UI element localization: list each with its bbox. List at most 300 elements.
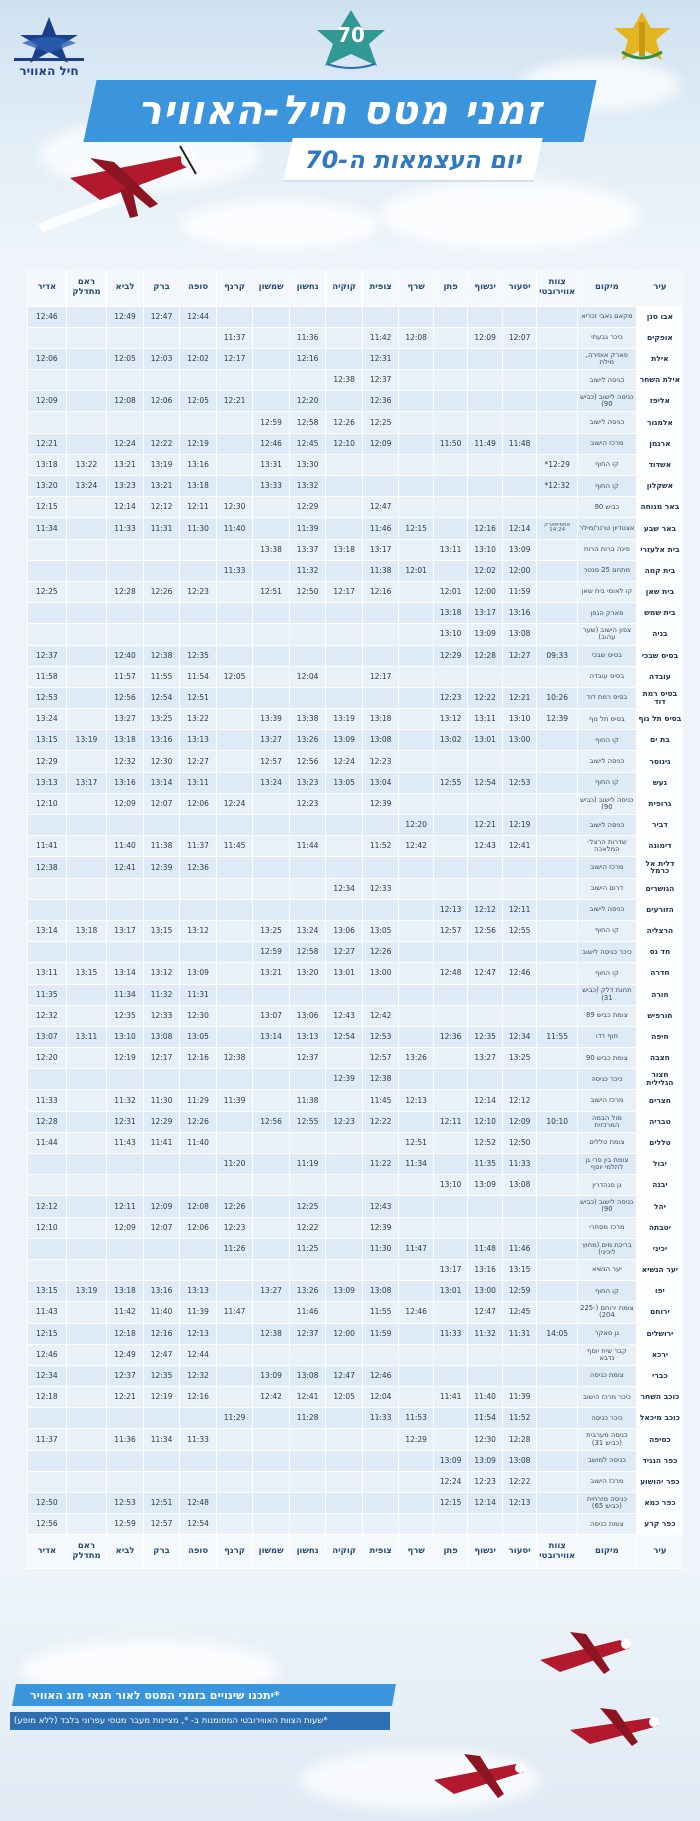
- time-cell: [66, 751, 107, 772]
- time-cell: 13:19: [66, 1281, 107, 1302]
- time-cell: 13:24: [66, 476, 107, 497]
- time-cell: 12:21: [216, 391, 253, 412]
- time-cell: 12:10: [28, 1217, 67, 1238]
- time-cell: 12:09: [362, 433, 399, 454]
- time-cell: [107, 603, 144, 624]
- time-cell: 13:20: [289, 963, 326, 984]
- time-cell: 13:05: [362, 920, 399, 941]
- time-cell: 12:28: [468, 645, 503, 666]
- time-cell: 12:41: [107, 857, 144, 878]
- time-cell: 12:04: [362, 1387, 399, 1408]
- time-cell: [216, 1429, 253, 1450]
- time-cell: 13:00: [362, 963, 399, 984]
- location-cell: כיכר כניסה: [577, 1069, 636, 1090]
- time-cell: 13:04: [362, 772, 399, 793]
- table-row: [28, 1048, 684, 1069]
- time-cell: 12:21: [502, 687, 537, 708]
- location-cell: צומת כניסה: [577, 1514, 636, 1535]
- city-cell: בניה: [636, 624, 683, 645]
- time-cell: [468, 412, 503, 433]
- city-cell: דימונה: [636, 836, 683, 857]
- table-row: [28, 1005, 684, 1026]
- location-cell: כניסה לישוב: [577, 370, 636, 391]
- table-row: [28, 327, 684, 348]
- column-header-bottom: קרנף: [216, 1535, 253, 1569]
- location-cell: דרום הישוב: [577, 878, 636, 899]
- time-cell: [253, 1259, 290, 1280]
- time-cell: [216, 878, 253, 899]
- location-cell: תחנת דלק (כביש 31): [577, 984, 636, 1005]
- time-cell: [28, 878, 67, 899]
- time-cell: [468, 348, 503, 369]
- time-cell: 12:24: [433, 1471, 468, 1492]
- table-row: [28, 581, 684, 602]
- time-cell: 12:13: [502, 1493, 537, 1514]
- time-cell: 12:10: [28, 793, 67, 814]
- time-cell: [537, 772, 578, 793]
- time-cell: 13:15: [28, 730, 67, 751]
- table-row: [28, 1408, 684, 1429]
- city-cell: אשקלון: [636, 476, 683, 497]
- time-cell: 11:53: [399, 1408, 434, 1429]
- time-cell: [362, 1259, 399, 1280]
- time-cell: [399, 1493, 434, 1514]
- time-cell: [216, 984, 253, 1005]
- time-cell: 12:02: [468, 560, 503, 581]
- time-cell: [143, 370, 180, 391]
- time-cell: 13:15: [66, 963, 107, 984]
- time-cell: [399, 412, 434, 433]
- time-cell: [537, 1429, 578, 1450]
- time-cell: [289, 1429, 326, 1450]
- time-cell: 11:29: [180, 1090, 217, 1111]
- time-cell: [216, 1514, 253, 1535]
- time-cell: 11:52: [502, 1408, 537, 1429]
- time-cell: [28, 370, 67, 391]
- time-cell: [537, 1514, 578, 1535]
- time-cell: [433, 1302, 468, 1323]
- city-cell: הזורעים: [636, 899, 683, 920]
- time-cell: 13:24: [289, 920, 326, 941]
- time-cell: [537, 920, 578, 941]
- time-cell: [468, 454, 503, 475]
- time-cell: [537, 1090, 578, 1111]
- time-cell: [180, 370, 217, 391]
- time-cell: [180, 624, 217, 645]
- time-cell: [399, 1471, 434, 1492]
- time-cell: 13:09: [468, 1175, 503, 1196]
- table-header: [28, 270, 684, 306]
- table-row: [28, 1471, 684, 1492]
- time-cell: 13:32: [289, 476, 326, 497]
- column-header-bottom: פתן: [433, 1535, 468, 1569]
- time-cell: 11:39: [502, 1387, 537, 1408]
- time-cell: 13:14: [107, 963, 144, 984]
- time-cell: 12:09: [107, 793, 144, 814]
- time-cell: 12:23: [433, 687, 468, 708]
- column-header: פתן: [433, 270, 468, 306]
- time-cell: [66, 560, 107, 581]
- time-cell: 13:12: [180, 920, 217, 941]
- time-cell: 13:08: [289, 1365, 326, 1386]
- time-cell: [399, 687, 434, 708]
- location-cell: כביש 90: [577, 497, 636, 518]
- time-cell: 13:09: [253, 1365, 290, 1386]
- time-cell: 13:16: [468, 1259, 503, 1280]
- time-cell: [468, 1344, 503, 1365]
- time-cell: 11:45: [216, 836, 253, 857]
- time-cell: 12:28: [502, 1429, 537, 1450]
- time-cell: [537, 730, 578, 751]
- location-cell: אצטדיון טרנר/מילר: [577, 518, 636, 539]
- time-cell: [433, 1238, 468, 1259]
- table-row: [28, 1090, 684, 1111]
- time-cell: 12:01: [399, 560, 434, 581]
- column-header: אדיר: [28, 270, 67, 306]
- time-cell: 12:37: [107, 1365, 144, 1386]
- location-cell: מרכז הישוב: [577, 857, 636, 878]
- time-cell: 13:16: [143, 1281, 180, 1302]
- time-cell: 11:46: [362, 518, 399, 539]
- time-cell: 13:13: [180, 730, 217, 751]
- time-cell: [66, 1365, 107, 1386]
- time-cell: [66, 1450, 107, 1471]
- time-cell: [289, 1514, 326, 1535]
- time-cell: [468, 1217, 503, 1238]
- time-cell: 11:40: [468, 1387, 503, 1408]
- time-cell: [468, 1514, 503, 1535]
- location-cell: צומת כביש 89: [577, 1005, 636, 1026]
- time-cell: 12:26: [143, 581, 180, 602]
- time-cell: 12:00: [502, 560, 537, 581]
- time-cell: 12:51: [180, 687, 217, 708]
- time-cell: 12:49: [107, 306, 144, 327]
- time-cell: [502, 454, 537, 475]
- time-cell: [66, 1514, 107, 1535]
- time-cell: 12:38: [28, 857, 67, 878]
- location-cell: פארק הגפן: [577, 603, 636, 624]
- time-cell: [253, 1196, 290, 1217]
- time-cell: [537, 1387, 578, 1408]
- time-cell: [399, 348, 434, 369]
- time-cell: 12:42: [253, 1387, 290, 1408]
- time-cell: [107, 560, 144, 581]
- table-row: [28, 1429, 684, 1450]
- time-cell: [289, 1175, 326, 1196]
- time-cell: 11:26: [216, 1238, 253, 1259]
- time-cell: 12:28: [107, 581, 144, 602]
- time-cell: [180, 539, 217, 560]
- location-cell: מול הבמה המרכזית: [577, 1111, 636, 1132]
- time-cell: [399, 1344, 434, 1365]
- time-cell: 11:48: [502, 433, 537, 454]
- time-cell: 11:37: [28, 1429, 67, 1450]
- time-cell: 13:26: [289, 730, 326, 751]
- time-cell: [143, 1069, 180, 1090]
- time-cell: 12:30: [468, 1429, 503, 1450]
- time-cell: [502, 666, 537, 687]
- column-header-bottom: צופית: [362, 1535, 399, 1569]
- time-cell: 13:09: [433, 1450, 468, 1471]
- table-row: [28, 1196, 684, 1217]
- city-cell: חיפה: [636, 1026, 683, 1047]
- time-cell: 12:57: [253, 751, 290, 772]
- time-cell: [216, 1471, 253, 1492]
- time-cell: [28, 1408, 67, 1429]
- time-cell: [433, 1048, 468, 1069]
- time-cell: [502, 497, 537, 518]
- time-cell: [289, 306, 326, 327]
- time-cell: 12:10: [468, 1111, 503, 1132]
- time-cell: 13:09: [468, 624, 503, 645]
- time-cell: [289, 603, 326, 624]
- time-cell: [253, 857, 290, 878]
- time-cell: [180, 1154, 217, 1175]
- time-cell: [143, 1238, 180, 1259]
- time-cell: 10:26: [537, 687, 578, 708]
- time-cell: [143, 878, 180, 899]
- time-cell: [399, 497, 434, 518]
- time-cell: [28, 412, 67, 433]
- time-cell: 13:09: [468, 1450, 503, 1471]
- table-row: [28, 942, 684, 963]
- time-cell: [180, 878, 217, 899]
- time-cell: 12:23: [326, 1111, 363, 1132]
- city-cell: הרצליה: [636, 920, 683, 941]
- time-cell: 13:15: [143, 920, 180, 941]
- time-cell: [66, 497, 107, 518]
- time-cell: 11:41: [433, 1387, 468, 1408]
- table-row: [28, 539, 684, 560]
- time-cell: [66, 709, 107, 730]
- time-cell: [433, 327, 468, 348]
- table-row: [28, 412, 684, 433]
- column-header: נחשון: [289, 270, 326, 306]
- time-cell: [326, 560, 363, 581]
- idf-emblem-icon: [604, 8, 680, 70]
- time-cell: [216, 1005, 253, 1026]
- city-cell: יטבתה: [636, 1217, 683, 1238]
- time-cell: 12:56: [468, 920, 503, 941]
- time-cell: 12:29: [28, 751, 67, 772]
- time-cell: [180, 560, 217, 581]
- time-cell: [537, 1365, 578, 1386]
- time-cell: 12:12: [502, 1090, 537, 1111]
- time-cell: 12:53: [502, 772, 537, 793]
- location-cell: בריכת מים (מחוץ ליכיני): [577, 1238, 636, 1259]
- time-cell: [537, 497, 578, 518]
- time-cell: [216, 942, 253, 963]
- city-cell: כוכב מיכאל: [636, 1408, 683, 1429]
- table-row: [28, 920, 684, 941]
- time-cell: 12:22: [502, 1471, 537, 1492]
- time-cell: [537, 1493, 578, 1514]
- time-cell: 11:49: [468, 433, 503, 454]
- time-cell: 11:37: [216, 327, 253, 348]
- time-cell: [326, 1471, 363, 1492]
- time-cell: [326, 497, 363, 518]
- time-cell: [66, 1111, 107, 1132]
- table-row: [28, 963, 684, 984]
- time-cell: 12:38: [253, 1323, 290, 1344]
- time-cell: 12:46: [28, 1344, 67, 1365]
- airplane-icon: [30, 138, 230, 238]
- time-cell: [362, 1450, 399, 1471]
- time-cell: [433, 1132, 468, 1153]
- time-cell: 11:29: [216, 1408, 253, 1429]
- location-cell: קו החוף: [577, 963, 636, 984]
- time-cell: 12:14: [107, 497, 144, 518]
- time-cell: [537, 1471, 578, 1492]
- time-cell: [180, 1259, 217, 1280]
- column-header: עיר: [636, 270, 683, 306]
- city-cell: חצור הגלילית: [636, 1069, 683, 1090]
- time-cell: [180, 327, 217, 348]
- time-cell: [362, 1493, 399, 1514]
- time-cell: [468, 1196, 503, 1217]
- table-row: [28, 1154, 684, 1175]
- city-cell: געש: [636, 772, 683, 793]
- city-cell: יבול: [636, 1154, 683, 1175]
- city-cell: ירכא: [636, 1344, 683, 1365]
- time-cell: 13:38: [253, 539, 290, 560]
- table-row: [28, 1387, 684, 1408]
- time-cell: 13:01: [433, 1281, 468, 1302]
- time-cell: [537, 1154, 578, 1175]
- time-cell: 11:47: [399, 1238, 434, 1259]
- time-cell: 13:09: [326, 730, 363, 751]
- city-cell: ארגמן: [636, 433, 683, 454]
- time-cell: [537, 624, 578, 645]
- time-cell: 13:18: [66, 920, 107, 941]
- time-cell: 12:32: [28, 1005, 67, 1026]
- time-cell: 12:13: [433, 899, 468, 920]
- time-cell: 12:16: [143, 1323, 180, 1344]
- location-cell: כיכר גבעתי: [577, 327, 636, 348]
- time-cell: [66, 1344, 107, 1365]
- time-cell: [107, 1175, 144, 1196]
- time-cell: 12:33: [143, 1005, 180, 1026]
- location-cell: קו החוף: [577, 772, 636, 793]
- time-cell: 13:10: [468, 539, 503, 560]
- time-cell: [362, 687, 399, 708]
- time-cell: 12:07: [502, 327, 537, 348]
- time-cell: [216, 815, 253, 836]
- location-cell: צומת בין פרי גן לתלמי יוסף: [577, 1154, 636, 1175]
- cloud: [380, 180, 640, 250]
- time-cell: [433, 1365, 468, 1386]
- time-cell: [362, 1132, 399, 1153]
- time-cell: [537, 1259, 578, 1280]
- location-cell: כניסה לישוב: [577, 412, 636, 433]
- time-cell: [362, 306, 399, 327]
- time-cell: 12:19: [107, 1048, 144, 1069]
- time-cell: [289, 1132, 326, 1153]
- time-cell: 11:42: [362, 327, 399, 348]
- time-cell: [216, 1111, 253, 1132]
- time-cell: [399, 391, 434, 412]
- time-cell: 12:53: [362, 1026, 399, 1047]
- time-cell: [289, 370, 326, 391]
- time-cell: [502, 1217, 537, 1238]
- time-cell: [253, 1175, 290, 1196]
- time-cell: 13:23: [289, 772, 326, 793]
- time-cell: [362, 603, 399, 624]
- time-cell: 11:33: [107, 518, 144, 539]
- time-cell: 12:54: [468, 772, 503, 793]
- time-cell: [326, 476, 363, 497]
- time-cell: [468, 666, 503, 687]
- time-cell: 12:42: [362, 1005, 399, 1026]
- table-row: [28, 476, 684, 497]
- time-cell: [399, 1450, 434, 1471]
- time-cell: 12:52: [468, 1132, 503, 1153]
- time-cell: [253, 306, 290, 327]
- time-cell: 13:18: [107, 730, 144, 751]
- location-cell: מרכז הישוב: [577, 1471, 636, 1492]
- time-cell: [216, 306, 253, 327]
- time-cell: 11:37: [180, 836, 217, 857]
- location-cell: צומת ירוחם (225-204): [577, 1302, 636, 1323]
- time-cell: [253, 1238, 290, 1259]
- time-cell: 12:37: [362, 370, 399, 391]
- location-cell: כיכר כניסה: [577, 1408, 636, 1429]
- time-cell: 13:14: [28, 920, 67, 941]
- time-cell: [502, 878, 537, 899]
- time-cell: 11:38: [289, 1090, 326, 1111]
- time-cell: [326, 1048, 363, 1069]
- time-cell: 13:18: [326, 539, 363, 560]
- time-cell: [253, 1408, 290, 1429]
- time-cell: [502, 412, 537, 433]
- city-cell: כברי: [636, 1365, 683, 1386]
- column-header-bottom: צוות אווירובטי: [537, 1535, 578, 1569]
- footer: [0, 1600, 700, 1821]
- time-cell: [216, 1323, 253, 1344]
- time-cell: 11:41: [143, 1132, 180, 1153]
- time-cell: 12:06: [180, 793, 217, 814]
- time-cell: 13:27: [468, 1048, 503, 1069]
- time-cell: [502, 1196, 537, 1217]
- time-cell: 11:30: [362, 1238, 399, 1259]
- time-cell: [143, 603, 180, 624]
- time-cell: 12:17: [216, 348, 253, 369]
- time-cell: [537, 1450, 578, 1471]
- time-cell: 11:54: [468, 1408, 503, 1429]
- time-cell: 12:16: [362, 581, 399, 602]
- table-row: [28, 391, 684, 412]
- time-cell: 13:08: [502, 1175, 537, 1196]
- time-cell: [289, 1259, 326, 1280]
- time-cell: 12:53: [28, 687, 67, 708]
- time-cell: [289, 1450, 326, 1471]
- time-cell: 12:29: [399, 1429, 434, 1450]
- time-cell: [326, 1429, 363, 1450]
- time-cell: [66, 412, 107, 433]
- time-cell: [433, 1408, 468, 1429]
- time-cell: [107, 942, 144, 963]
- time-cell: 12:18: [28, 1387, 67, 1408]
- time-cell: [28, 815, 67, 836]
- time-cell: [399, 1281, 434, 1302]
- time-cell: 12:39: [537, 709, 578, 730]
- city-cell: יבנה: [636, 1175, 683, 1196]
- time-cell: 13:25: [143, 709, 180, 730]
- table-row: [28, 730, 684, 751]
- time-cell: [433, 1154, 468, 1175]
- time-cell: [399, 751, 434, 772]
- time-cell: 12:24: [326, 751, 363, 772]
